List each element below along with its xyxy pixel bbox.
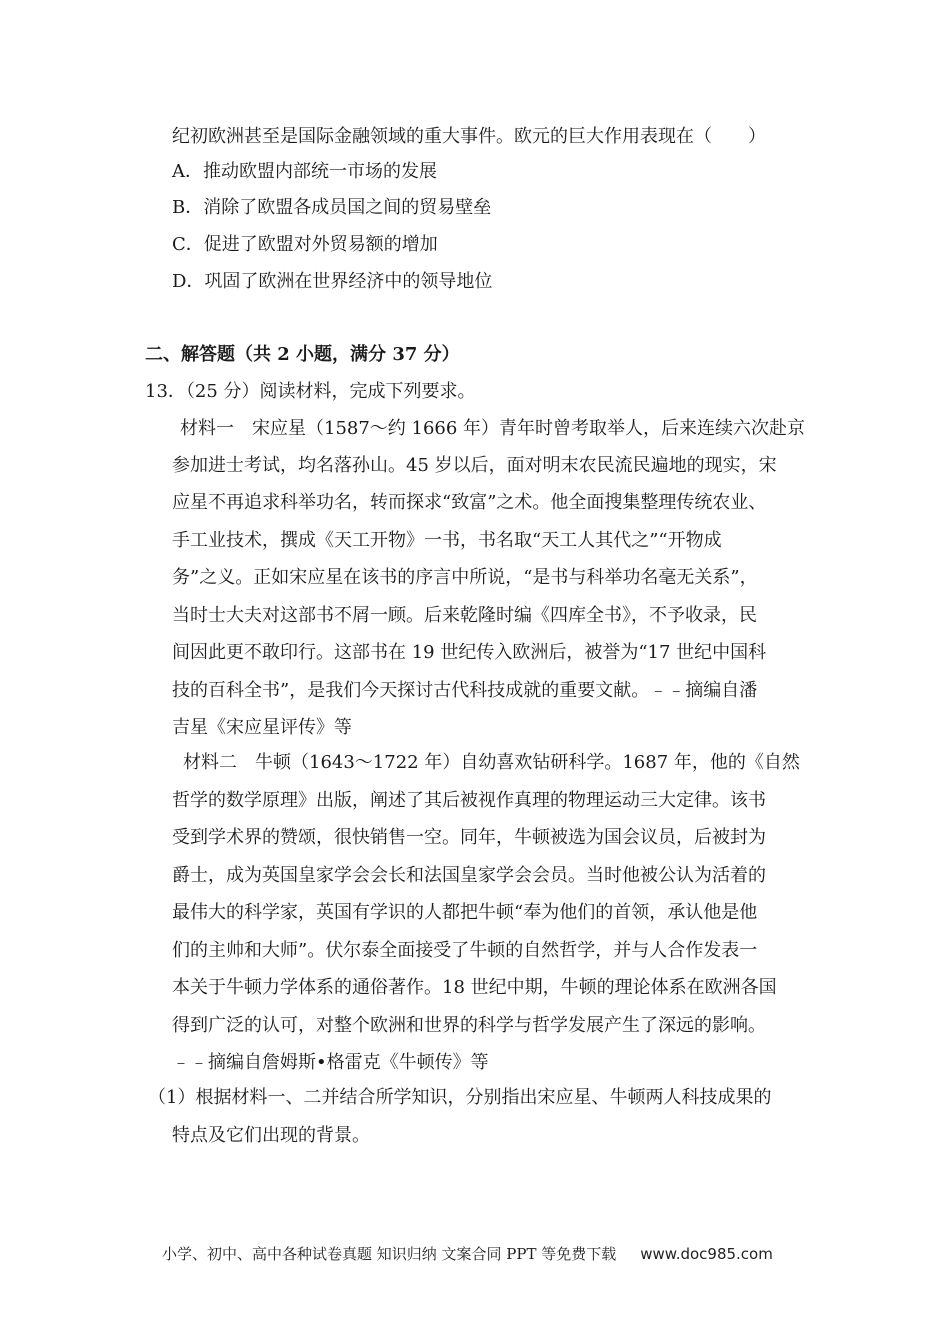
material-2-line: 材料二 牛顿（1643～1722 年）自幼喜欢钻研科学。1687 年，他的《自然 (183, 752, 800, 773)
material-1-line: 应星不再追求科举功名，转而探求“致富”之术。他全面搜集整理传统农业、 (172, 492, 767, 513)
question-12-option-c: C．促进了欧盟对外贸易额的增加 (172, 234, 438, 255)
material-1-line: 务”之义。正如宋应星在该书的序言中所说，“是书与科举功名毫无关系”， (172, 567, 758, 588)
material-2-line: 们的主帅和大师”。伏尔泰全面接受了牛顿的自然哲学，并与人合作发表一 (172, 940, 758, 961)
material-1-line: 材料一 宋应星（1587～约 1666 年）青年时曾考取举人，后来连续六次赴京 (180, 418, 806, 439)
footer-url[interactable]: www.doc985.com (640, 1245, 773, 1263)
material-1-line: 当时士大夫对这部书不屑一顾。后来乾隆时编《四库全书》，不予收录，民 (172, 605, 757, 626)
material-2-line: 哲学的数学原理》出版，阐述了其后被视作真理的物理运动三大定律。该书 (172, 790, 766, 811)
material-2-line: 最伟大的科学家，英国有学识的人都把牛顿“奉为他们的首领，承认他是他 (172, 902, 758, 923)
material-2-line: 本关于牛顿力学体系的通俗著作。18 世纪中期，牛顿的理论体系在欧洲各国 (172, 977, 777, 998)
footer-text: 小学、初中、高中各种试卷真题 知识归纳 文案合同 PPT 等免费下载 (162, 1245, 617, 1263)
material-1-line: 吉星《宋应星评传》等 (172, 717, 352, 738)
question-12-option-a: A．推动欧盟内部统一市场的发展 (172, 161, 437, 182)
question-13-intro: 13．（25 分）阅读材料，完成下列要求。 (145, 381, 476, 402)
section-2-heading: 二、解答题（共 2 小题，满分 37 分） (145, 344, 460, 365)
material-1-line: 参加进士考试，均名落孙山。45 岁以后，面对明末农民流民遍地的现实，宋 (172, 455, 777, 476)
material-2-line: 爵士，成为英国皇家学会会长和法国皇家学会会员。当时他被公认为活着的 (172, 865, 766, 886)
material-1-line: 手工业技术，撰成《天工开物》一书，书名取“天工人其代之”“开物成 (172, 530, 722, 551)
subquestion-1-line: 特点及它们出现的背景。 (172, 1125, 370, 1146)
material-2-line: 受到学术界的赞颂，很快销售一空。同年，牛顿被选为国会议员，后被封为 (172, 827, 766, 848)
question-12-option-b: B．消除了欧盟各成员国之间的贸易壁垒 (172, 197, 492, 218)
question-12-option-d: D．巩固了欧洲在世界经济中的领导地位 (172, 271, 493, 292)
material-1-line: 技的百科全书”，是我们今天探讨古代科技成就的重要文献。﹣﹣摘编自潘 (172, 680, 758, 701)
material-2-line: ﹣﹣摘编自詹姆斯•格雷克《牛顿传》等 (172, 1052, 489, 1073)
question-12-stem: 纪初欧洲甚至是国际金融领域的重大事件。欧元的巨大作用表现在（ ） (172, 126, 766, 147)
subquestion-1-line: （1）根据材料一、二并结合所学知识，分别指出宋应星、牛顿两人科技成果的 (148, 1087, 772, 1108)
material-2-line: 得到广泛的认可，对整个欧洲和世界的科学与哲学发展产生了深远的影响。 (172, 1015, 766, 1036)
page-footer (162, 1244, 773, 1264)
material-1-line: 间因此更不敢印行。这部书在 19 世纪传入欧洲后，被誉为“17 世纪中国科 (172, 642, 767, 663)
